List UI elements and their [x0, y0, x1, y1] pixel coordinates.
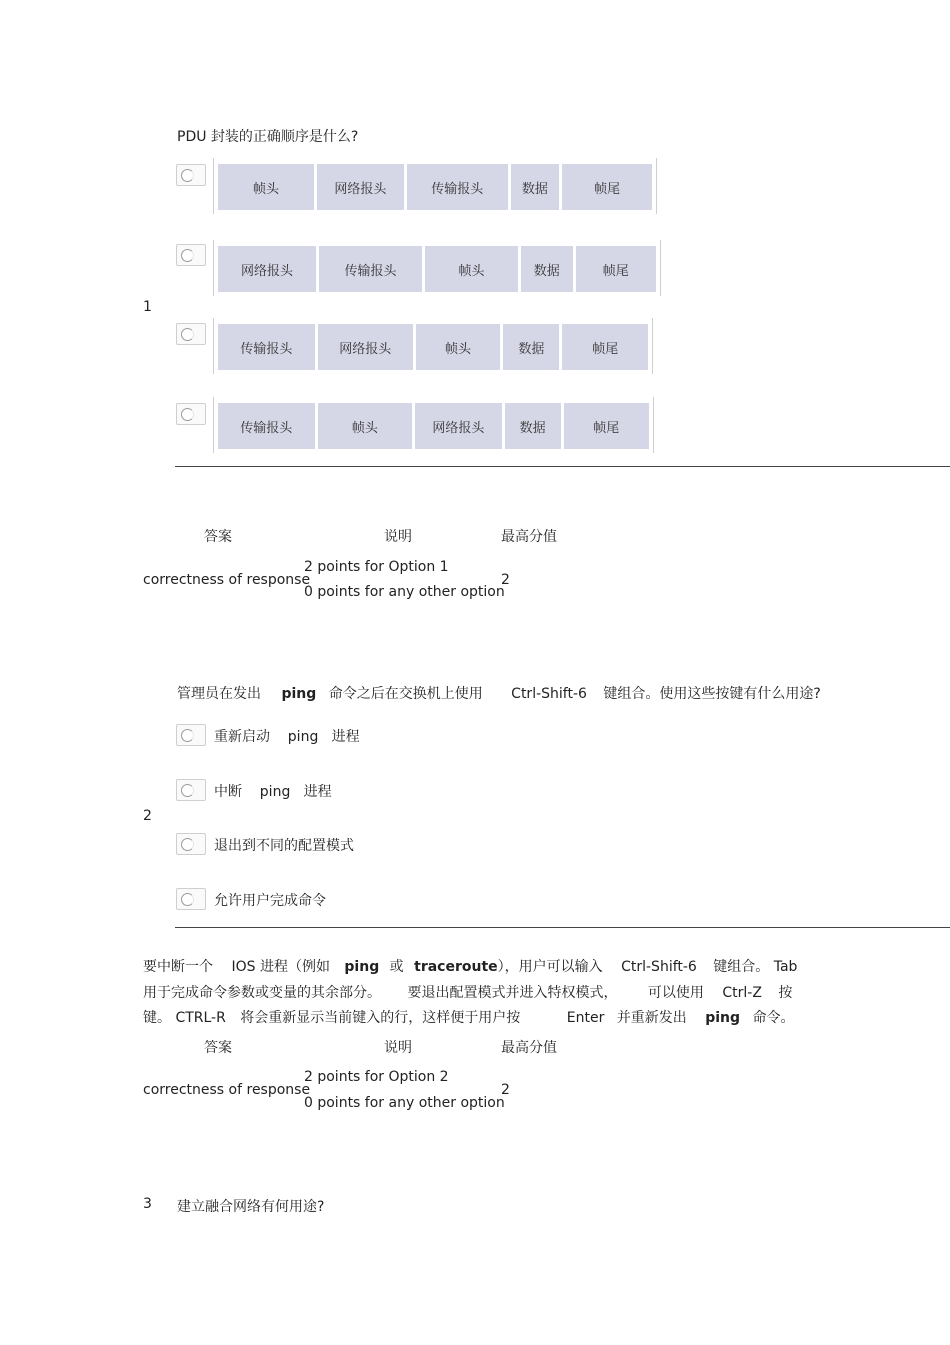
q3-question: 建立融合网络有何用途? — [177, 1199, 325, 1215]
q1-table-max: 2 — [501, 572, 510, 588]
q1-option4-cell: 网络报头 — [415, 403, 501, 449]
explanation-text: IOS 进程（例如 — [231, 959, 330, 975]
q1-option4-radio[interactable] — [176, 403, 206, 425]
q2-question-part: Ctrl-Shift-6 — [511, 686, 587, 702]
explanation-text: 将会重新显示当前键入的行，这样便于用户按 — [240, 1010, 521, 1026]
q1-option1-cell: 网络报头 — [317, 164, 404, 210]
q1-option1-radio[interactable] — [176, 164, 206, 186]
q1-table-desc-line2: 0 points for any other option — [304, 584, 505, 600]
q1-option3-cell: 传输报头 — [218, 324, 315, 370]
q1-option2-radio[interactable] — [176, 244, 206, 266]
q2-question-part: 命令之后在交换机上使用 — [328, 686, 483, 702]
q1-option4-cell: 帧尾 — [564, 403, 649, 449]
q2-table-header-answer: 答案 — [204, 1040, 232, 1056]
explanation-text: Ctrl-Z — [722, 985, 762, 1001]
q2-divider — [175, 927, 950, 928]
q2-question-part: 键组合。使用这些按键有什么用途? — [603, 686, 821, 702]
q1-option2-cell: 网络报头 — [218, 246, 316, 292]
explanation-text: 命令。 — [752, 1010, 795, 1026]
q1-table-header-answer: 答案 — [204, 529, 232, 545]
q2-table-max: 2 — [501, 1082, 510, 1098]
q1-table-desc-line1: 2 points for Option 1 — [304, 559, 449, 575]
explanation-text: ping — [705, 1010, 741, 1026]
explanation-text: 用于完成命令参数或变量的其余部分。 — [143, 985, 381, 1001]
q1-option2-strip — [213, 240, 661, 296]
q2-question — [177, 683, 821, 703]
explanation-text: ），用户可以输入 — [497, 959, 603, 975]
q2-question-part: 管理员在发出 — [177, 686, 261, 702]
q2-option4-radio[interactable] — [176, 888, 206, 910]
explanation-text: 或 — [389, 959, 404, 975]
q2-table-desc-line1: 2 points for Option 2 — [304, 1069, 449, 1085]
q1-option2-cell: 帧头 — [425, 246, 518, 292]
q1-option3-cell: 数据 — [503, 324, 559, 370]
q2-table-answer: correctness of response — [143, 1082, 311, 1098]
explanation-text: 要中断一个 — [143, 959, 213, 975]
q1-option3-cell: 帧尾 — [562, 324, 648, 370]
q1-option4-strip — [213, 397, 654, 453]
q2-option3-label: 退出到不同的配置模式 — [214, 838, 354, 854]
q1-option3-cell: 网络报头 — [318, 324, 413, 370]
explanation-text: 并重新发出 — [616, 1010, 687, 1026]
q2-option2-radio[interactable] — [176, 779, 206, 801]
explanation-text: traceroute — [414, 959, 498, 975]
q2-option2-label: 中断 ping 进程 — [214, 784, 332, 800]
q2-explanation-line1 — [143, 955, 813, 980]
q2-explanation-line3 — [143, 1006, 813, 1031]
q1-option1-cell: 数据 — [511, 164, 559, 210]
q1-option3-cell: 帧头 — [416, 324, 501, 370]
q1-table-header-max: 最高分值 — [501, 529, 557, 545]
q3-number: 3 — [143, 1196, 152, 1212]
q1-divider — [175, 466, 950, 467]
explanation-text: 要退出配置模式并进入特权模式， — [407, 985, 618, 1001]
q1-option4-cell: 帧头 — [318, 403, 413, 449]
explanation-text: Enter — [566, 1010, 605, 1026]
explanation-text: Ctrl-Shift-6 — [621, 959, 697, 975]
q1-option3-radio[interactable] — [176, 323, 206, 345]
q1-table-answer: correctness of response — [143, 572, 311, 588]
q2-question-part: ping — [281, 686, 317, 702]
q2-option3-radio[interactable] — [176, 833, 206, 855]
q1-number: 1 — [143, 299, 152, 315]
q2-table-desc-line2: 0 points for any other option — [304, 1095, 505, 1111]
q2-option1-radio[interactable] — [176, 724, 206, 746]
q1-option2-cell: 传输报头 — [319, 246, 422, 292]
q1-option4-cell: 数据 — [505, 403, 561, 449]
q2-option1-label: 重新启动 ping 进程 — [214, 729, 360, 745]
q1-option1-cell: 帧尾 — [562, 164, 652, 210]
q2-table-header-max: 最高分值 — [501, 1040, 557, 1056]
q1-question: PDU 封装的正确顺序是什么? — [177, 129, 359, 145]
q1-option4-cell: 传输报头 — [218, 403, 315, 449]
q1-option1-cell: 传输报头 — [407, 164, 508, 210]
q1-option1-strip — [213, 158, 657, 214]
explanation-text: 键。 CTRL-R — [143, 1010, 226, 1026]
q2-table-header-desc: 说明 — [384, 1040, 412, 1056]
q1-option1-cell: 帧头 — [218, 164, 314, 210]
q1-option2-cell: 帧尾 — [576, 246, 656, 292]
q2-explanation-line2 — [143, 981, 813, 1006]
explanation-text: 键组合。 Tab — [713, 959, 798, 975]
q1-option2-cell: 数据 — [521, 246, 573, 292]
q2-option4-label: 允许用户完成命令 — [214, 893, 326, 909]
q1-option3-strip — [213, 318, 653, 374]
explanation-text: 可以使用 — [647, 985, 704, 1001]
q2-number: 2 — [143, 808, 152, 824]
q1-table-header-desc: 说明 — [384, 529, 412, 545]
explanation-text: ping — [344, 959, 380, 975]
explanation-text: 按 — [778, 985, 793, 1001]
